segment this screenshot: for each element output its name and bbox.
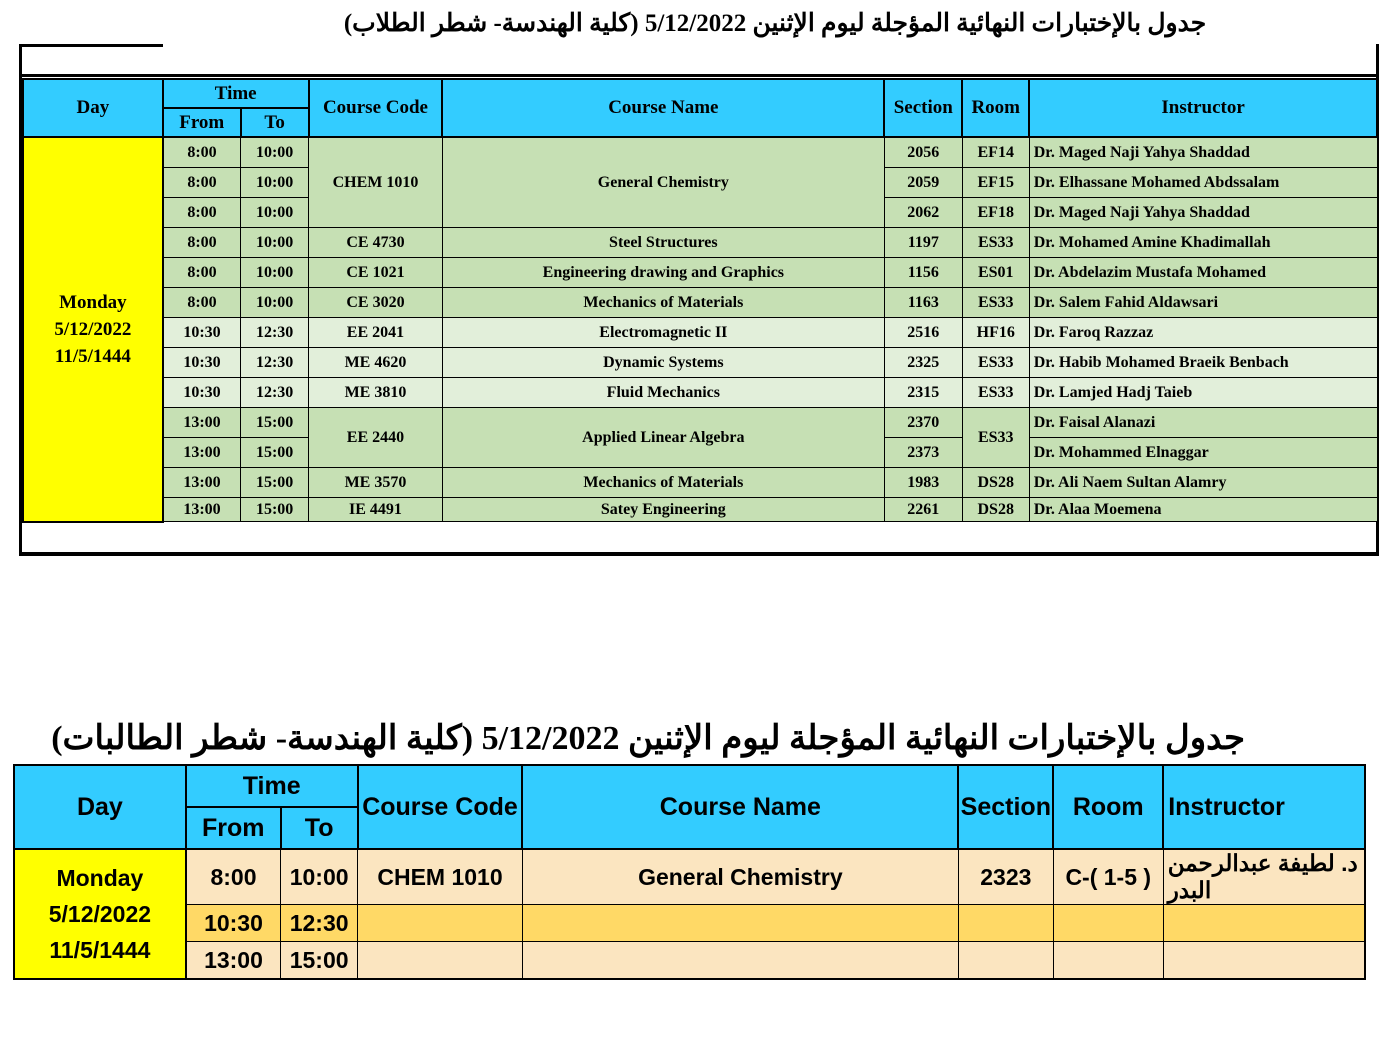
room: HF16 xyxy=(962,318,1029,348)
instructor xyxy=(1163,942,1365,980)
time-to: 12:30 xyxy=(281,905,358,942)
table-row xyxy=(23,498,1377,522)
time-to: 15:00 xyxy=(241,438,309,468)
course-name: Mechanics of Materials xyxy=(442,288,884,318)
time-to: 15:00 xyxy=(281,942,358,980)
section: 2056 xyxy=(884,137,962,168)
header-instructor: Instructor xyxy=(1163,765,1365,849)
instructor: Dr. Faroq Razzaz xyxy=(1029,318,1377,348)
course-name xyxy=(522,942,958,980)
male-schedule-table xyxy=(22,78,1378,523)
time-from: 13:00 xyxy=(186,942,281,980)
table-row xyxy=(23,408,1377,438)
header-course-code: Course Code xyxy=(358,765,523,849)
header-room: Room xyxy=(962,79,1029,137)
room: ES33 xyxy=(962,228,1029,258)
instructor: Dr. Alaa Moemena xyxy=(1029,498,1377,522)
section xyxy=(958,942,1053,980)
room: C-( 1-5 ) xyxy=(1053,849,1163,905)
time-to: 10:00 xyxy=(241,198,309,228)
section: 2062 xyxy=(884,198,962,228)
course-code: CE 1021 xyxy=(309,258,443,288)
header-from: From xyxy=(186,807,281,849)
time-to: 12:30 xyxy=(241,318,309,348)
instructor: Dr. Salem Fahid Aldawsari xyxy=(1029,288,1377,318)
time-from: 13:00 xyxy=(163,408,241,438)
header-time: Time xyxy=(186,765,358,807)
room: DS28 xyxy=(962,498,1029,522)
time-to: 10:00 xyxy=(281,849,358,905)
time-from: 8:00 xyxy=(186,849,281,905)
female-schedule-table xyxy=(13,764,1366,980)
course-code xyxy=(358,905,523,942)
course-name xyxy=(522,905,958,942)
day-hijri-date: 11/5/1444 xyxy=(49,937,151,963)
course-name: General Chemistry xyxy=(442,137,884,228)
time-from: 10:30 xyxy=(163,348,241,378)
table-row xyxy=(23,468,1377,498)
male-schedule-title: جدول بالإختبارات النهائية المؤجلة ليوم الإثنين 5/12/2022 (كلية الهندسة- شطر الطلاب) xyxy=(343,10,1207,37)
header-instructor: Instructor xyxy=(1029,79,1377,137)
header-section: Section xyxy=(884,79,962,137)
time-from: 8:00 xyxy=(163,258,241,288)
course-code: EE 2041 xyxy=(309,318,443,348)
course-name: Satey Engineering xyxy=(442,498,884,522)
frame-separator xyxy=(19,74,1379,77)
section: 2373 xyxy=(884,438,962,468)
time-from: 8:00 xyxy=(163,137,241,168)
instructor: د. لطيفة عبدالرحمن البدر xyxy=(1163,849,1365,905)
table-row xyxy=(14,905,1365,942)
header-course-name: Course Name xyxy=(442,79,884,137)
course-code: CHEM 1010 xyxy=(309,137,443,228)
time-to: 10:00 xyxy=(241,168,309,198)
course-code: ME 3810 xyxy=(309,378,443,408)
instructor xyxy=(1163,905,1365,942)
table-row xyxy=(23,378,1377,408)
room: ES33 xyxy=(962,288,1029,318)
header-course-name: Course Name xyxy=(522,765,958,849)
instructor: Dr. Habib Mohamed Braeik Benbach xyxy=(1029,348,1377,378)
time-from: 10:30 xyxy=(163,318,241,348)
day-date: 5/12/2022 xyxy=(48,901,152,927)
table-row xyxy=(23,348,1377,378)
instructor: Dr. Maged Naji Yahya Shaddad xyxy=(1029,198,1377,228)
section: 1156 xyxy=(884,258,962,288)
room xyxy=(1053,942,1163,980)
course-name: Dynamic Systems xyxy=(442,348,884,378)
room: EF15 xyxy=(962,168,1029,198)
day-hijri-date: 11/5/1444 xyxy=(54,345,131,367)
day-date: 5/12/2022 xyxy=(54,318,132,340)
table-row xyxy=(14,849,1365,905)
time-from: 13:00 xyxy=(163,498,241,522)
header-course-code: Course Code xyxy=(309,79,443,137)
course-name: Mechanics of Materials xyxy=(442,468,884,498)
section: 2370 xyxy=(884,408,962,438)
table-row xyxy=(23,318,1377,348)
day-cell xyxy=(23,137,163,522)
time-to: 15:00 xyxy=(241,468,309,498)
room: ES33 xyxy=(962,378,1029,408)
time-to: 10:00 xyxy=(241,288,309,318)
female-schedule-title: جدول بالإختبارات النهائية المؤجلة ليوم الإثنين 5/12/2022 (كلية الهندسة- شطر الطالبات) xyxy=(51,720,1245,757)
course-code xyxy=(358,942,523,980)
time-to: 12:30 xyxy=(241,378,309,408)
course-name: Electromagnetic II xyxy=(442,318,884,348)
time-from: 10:30 xyxy=(163,378,241,408)
header-to: To xyxy=(241,108,309,137)
section: 2315 xyxy=(884,378,962,408)
time-to: 12:30 xyxy=(241,348,309,378)
section: 2516 xyxy=(884,318,962,348)
time-from: 13:00 xyxy=(163,468,241,498)
time-to: 15:00 xyxy=(241,408,309,438)
header-from: From xyxy=(163,108,241,137)
header-room: Room xyxy=(1053,765,1163,849)
course-code: CHEM 1010 xyxy=(358,849,523,905)
course-name: Applied Linear Algebra xyxy=(442,408,884,468)
header-to: To xyxy=(281,807,358,849)
section: 2059 xyxy=(884,168,962,198)
room: EF14 xyxy=(962,137,1029,168)
course-name: General Chemistry xyxy=(522,849,958,905)
table-row xyxy=(23,137,1377,168)
day-name: Monday xyxy=(59,291,127,313)
section: 2325 xyxy=(884,348,962,378)
time-from: 8:00 xyxy=(163,228,241,258)
time-from: 10:30 xyxy=(186,905,281,942)
course-code: IE 4491 xyxy=(309,498,443,522)
time-to: 10:00 xyxy=(241,137,309,168)
room xyxy=(1053,905,1163,942)
instructor: Dr. Lamjed Hadj Taieb xyxy=(1029,378,1377,408)
section: 2323 xyxy=(958,849,1053,905)
instructor: Dr. Ali Naem Sultan Alamry xyxy=(1029,468,1377,498)
time-to: 10:00 xyxy=(241,258,309,288)
day-cell xyxy=(14,849,186,979)
room: ES33 xyxy=(962,348,1029,378)
section xyxy=(958,905,1053,942)
instructor: Dr. Abdelazim Mustafa Mohamed xyxy=(1029,258,1377,288)
section: 1163 xyxy=(884,288,962,318)
course-name: Fluid Mechanics xyxy=(442,378,884,408)
course-name: Engineering drawing and Graphics xyxy=(442,258,884,288)
course-code: CE 4730 xyxy=(309,228,443,258)
time-from: 13:00 xyxy=(163,438,241,468)
time-to: 10:00 xyxy=(241,228,309,258)
room: ES01 xyxy=(962,258,1029,288)
section: 1983 xyxy=(884,468,962,498)
course-code: EE 2440 xyxy=(309,408,443,468)
instructor: Dr. Elhassane Mohamed Abdssalam xyxy=(1029,168,1377,198)
section: 1197 xyxy=(884,228,962,258)
time-from: 8:00 xyxy=(163,288,241,318)
instructor: Dr. Mohammed Elnaggar xyxy=(1029,438,1377,468)
instructor: Dr. Maged Naji Yahya Shaddad xyxy=(1029,137,1377,168)
time-from: 8:00 xyxy=(163,198,241,228)
course-name: Steel Structures xyxy=(442,228,884,258)
time-from: 8:00 xyxy=(163,168,241,198)
section: 2261 xyxy=(884,498,962,522)
table-row xyxy=(14,942,1365,980)
table-row xyxy=(23,288,1377,318)
table-row xyxy=(23,228,1377,258)
room: ES33 xyxy=(962,408,1029,468)
time-to: 15:00 xyxy=(241,498,309,522)
header-time: Time xyxy=(163,79,309,108)
header-section: Section xyxy=(958,765,1053,849)
instructor: Dr. Faisal Alanazi xyxy=(1029,408,1377,438)
course-code: ME 3570 xyxy=(309,468,443,498)
course-code: ME 4620 xyxy=(309,348,443,378)
instructor: Dr. Mohamed Amine Khadimallah xyxy=(1029,228,1377,258)
header-day: Day xyxy=(23,79,163,137)
table-row xyxy=(23,258,1377,288)
room: DS28 xyxy=(962,468,1029,498)
course-code: CE 3020 xyxy=(309,288,443,318)
day-name: Monday xyxy=(56,865,144,891)
header-day: Day xyxy=(14,765,186,849)
room: EF18 xyxy=(962,198,1029,228)
